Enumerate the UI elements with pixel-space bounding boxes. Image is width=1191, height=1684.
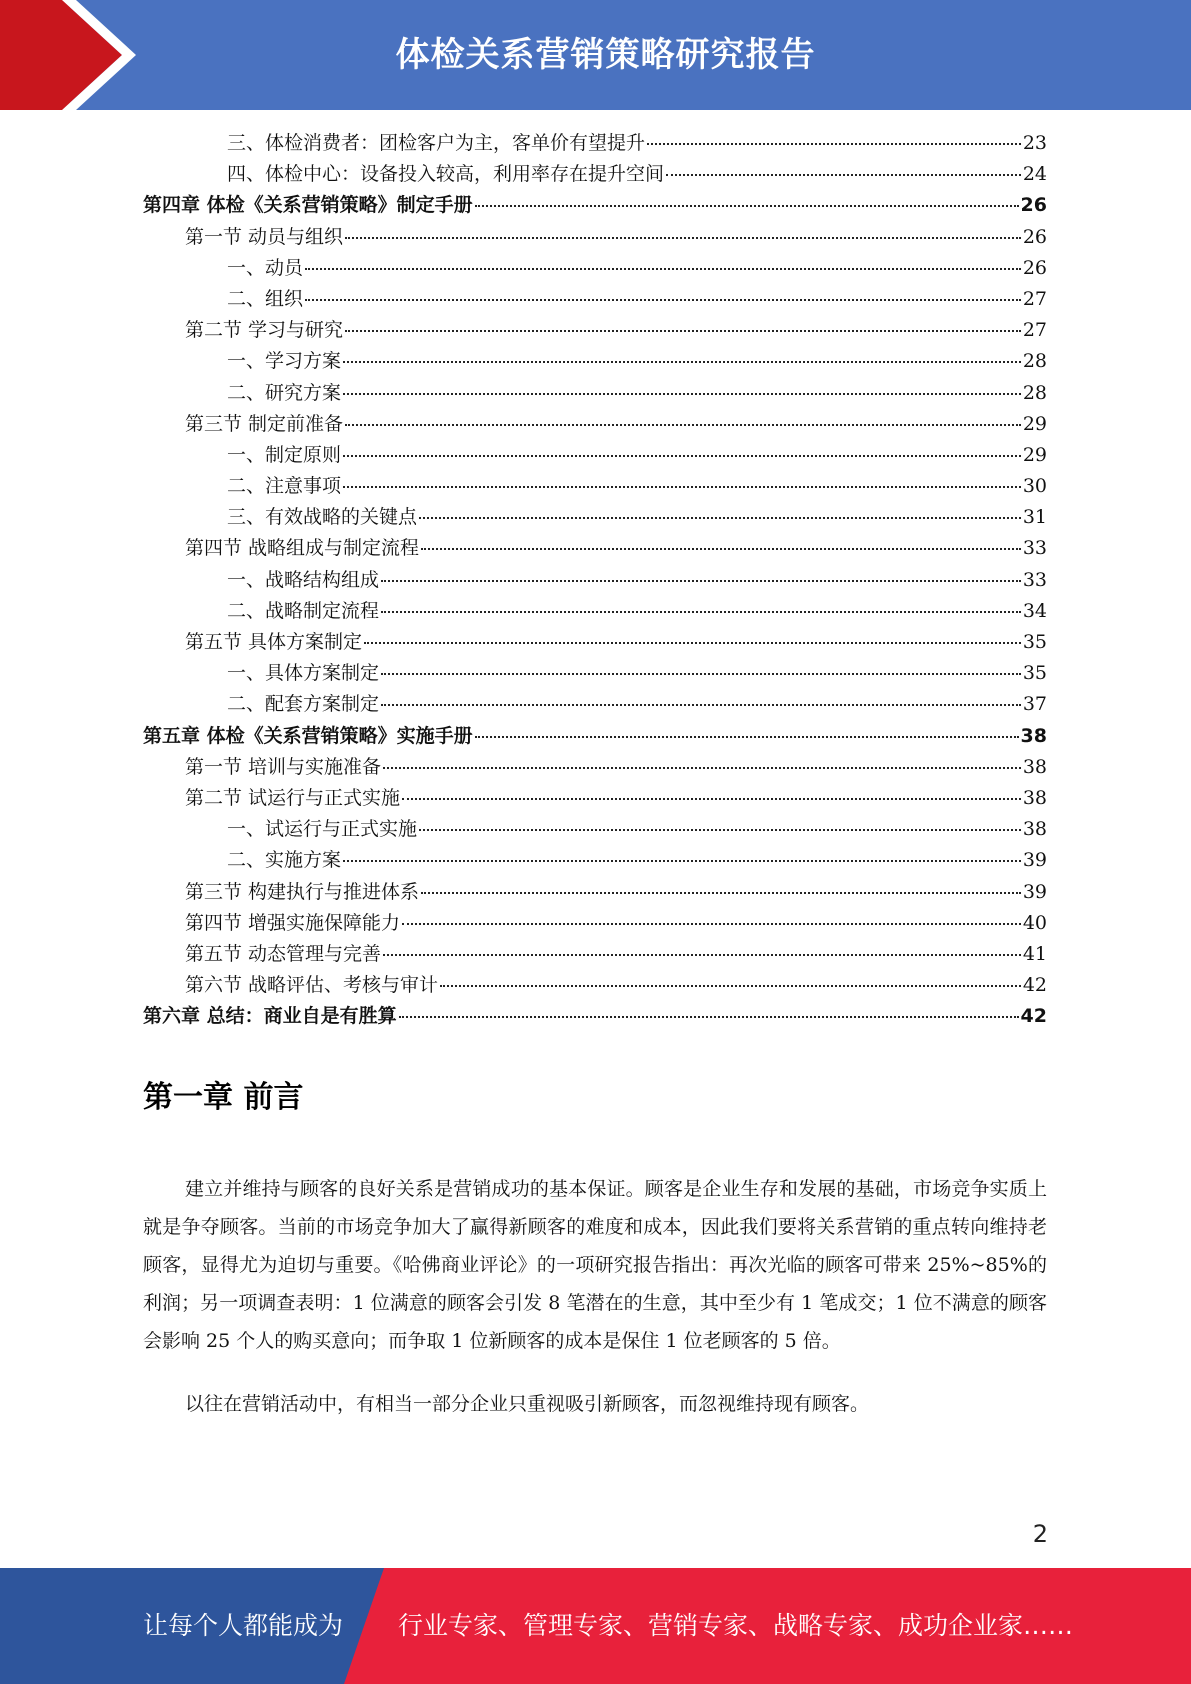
toc-leader-dots (421, 548, 1021, 550)
toc-entry-label: 二、组织 (227, 287, 304, 310)
body-paragraph: 建立并维持与顾客的良好关系是营销成功的基本保证。顾客是企业生存和发展的基础，市场竞争实质上就是争夺顾客。当前的市场竞争加大了赢得新顾客的难度和成本，因此我们要将关系营销的重点转向维持老顾客，显得尤为迫切与重要。《哈佛商业评论》的一项研究报告指出：再次光临的顾客可带来 25%~85%的利润；另一项调查表明：1 位满意的顾客会引发 8 笔潜在的生意，其中至少有 1 笔成交；1 位不满意的顾客会影响 25 个人的购买意向；而争取 1 位新顾客的成本是保住 1 位老顾客的 5 倍。 (143, 1178, 1047, 1352)
toc-entry-label: 二、实施方案 (227, 849, 342, 872)
toc-entry-label: 第一节 动员与组织 (185, 225, 344, 248)
toc-entry-label: 一、战略结构组成 (227, 568, 380, 591)
toc-leader-dots (419, 517, 1021, 519)
toc-entry[interactable] (143, 939, 1047, 970)
toc-entry-page: 26 (1020, 194, 1047, 217)
toc-entry-label: 一、制定原则 (227, 443, 342, 466)
body-paragraph: 以往在营销活动中，有相当一部分企业只重视吸引新顾客，而忽视维持现有顾客。 (185, 1393, 870, 1415)
toc-entry-label: 第五节 动态管理与完善 (185, 942, 382, 965)
toc-entry-page: 31 (1022, 506, 1047, 529)
toc-entry[interactable] (143, 596, 1047, 627)
toc-leader-dots (343, 393, 1021, 395)
toc-entry-page: 27 (1022, 319, 1047, 342)
toc-leader-dots (364, 642, 1021, 644)
toc-leader-dots (383, 767, 1021, 769)
toc-leader-dots (381, 673, 1021, 675)
toc-entry-page: 29 (1022, 412, 1047, 435)
toc-leader-dots (343, 361, 1021, 363)
toc-entry-page: 33 (1022, 568, 1047, 591)
toc-leader-dots (399, 1016, 1019, 1018)
chapter-heading: 第一章 前言 (143, 1080, 304, 1115)
toc-leader-dots (345, 330, 1021, 332)
toc-entry[interactable] (143, 190, 1047, 221)
toc-leader-dots (305, 299, 1021, 301)
toc-entry-page: 35 (1022, 662, 1047, 685)
toc-entry-label: 第六章 总结：商业自是有胜算 (143, 1005, 397, 1028)
toc-entry-label: 第四章 体检《关系营销策略》制定手册 (143, 194, 473, 217)
toc-entry[interactable] (143, 284, 1047, 315)
toc-entry-page: 38 (1022, 786, 1047, 809)
toc-entry[interactable] (143, 845, 1047, 876)
toc-leader-dots (345, 424, 1021, 426)
toc-entry-label: 一、学习方案 (227, 350, 342, 373)
toc-entry[interactable] (143, 471, 1047, 502)
toc-entry-label: 一、具体方案制定 (227, 662, 380, 685)
toc-entry-label: 第五章 体检《关系营销策略》实施手册 (143, 724, 473, 747)
toc-entry[interactable] (143, 783, 1047, 814)
toc-entry-page: 29 (1022, 443, 1047, 466)
toc-entry-label: 第二节 学习与研究 (185, 319, 344, 342)
toc-entry-page: 40 (1022, 911, 1047, 934)
toc-leader-dots (343, 486, 1021, 488)
footer-slogan-right: 行业专家、管理专家、营销专家、战略专家、成功企业家…… (398, 1611, 1074, 1640)
toc-entry-page: 23 (1022, 132, 1047, 154)
toc-entry[interactable] (143, 658, 1047, 689)
toc-entry[interactable] (143, 908, 1047, 939)
toc-entry-page: 26 (1022, 225, 1047, 248)
toc-leader-dots (475, 736, 1019, 738)
toc-entry[interactable] (143, 627, 1047, 658)
toc-entry[interactable] (143, 315, 1047, 346)
toc-leader-dots (402, 798, 1021, 800)
toc-entry-label: 第五节 具体方案制定 (185, 631, 363, 653)
toc-leader-dots (647, 143, 1021, 145)
toc-leader-dots (305, 268, 1021, 270)
toc-entry-page: 41 (1022, 942, 1047, 965)
toc-entry-page: 38 (1022, 818, 1047, 841)
toc-entry-page: 26 (1022, 256, 1047, 279)
toc-entry[interactable] (143, 253, 1047, 284)
toc-entry[interactable] (143, 378, 1047, 409)
toc-entry-label: 三、体检消费者：团检客户为主，客单价有望提升 (227, 132, 646, 154)
toc-entry-page: 28 (1022, 381, 1047, 404)
toc-entry[interactable] (143, 565, 1047, 596)
toc-entry[interactable] (143, 159, 1047, 190)
toc-entry-label: 二、研究方案 (227, 381, 342, 404)
toc-leader-dots (381, 704, 1021, 706)
chapter-body (143, 1170, 1047, 1423)
toc-entry-page: 35 (1022, 631, 1047, 653)
toc-entry[interactable] (143, 533, 1047, 564)
toc-leader-dots (381, 611, 1021, 613)
toc-entry-page: 24 (1022, 163, 1047, 186)
toc-entry[interactable] (143, 689, 1047, 720)
toc-leader-dots (343, 455, 1021, 457)
page-footer (0, 1568, 1191, 1684)
toc-leader-dots (666, 174, 1021, 176)
toc-entry-page: 42 (1020, 1005, 1047, 1028)
toc-entry[interactable] (143, 970, 1047, 1001)
toc-entry[interactable] (143, 814, 1047, 845)
toc-entry-label: 第四节 战略组成与制定流程 (185, 537, 420, 560)
toc-entry-page: 39 (1022, 849, 1047, 872)
toc-entry-label: 第三节 制定前准备 (185, 412, 344, 435)
toc-entry[interactable] (143, 1001, 1047, 1032)
toc-entry-label: 一、动员 (227, 256, 304, 279)
toc-leader-dots (402, 923, 1021, 925)
toc-entry-label: 第四节 增强实施保障能力 (185, 911, 401, 934)
toc-entry-page: 28 (1022, 350, 1047, 373)
toc-entry[interactable] (143, 877, 1047, 908)
toc-entry-label: 第六节 战略评估、考核与审计 (185, 974, 439, 997)
toc-entry-label: 二、配套方案制定 (227, 693, 380, 716)
toc-leader-dots (383, 954, 1021, 956)
toc-entry-page: 38 (1020, 724, 1047, 747)
toc-entry[interactable] (143, 222, 1047, 253)
toc-entry[interactable] (143, 128, 1047, 159)
toc-entry-label: 四、体检中心：设备投入较高，利用率存在提升空间 (227, 163, 665, 186)
toc-entry-page: 38 (1022, 755, 1047, 778)
footer-slogan-left: 让每个人都能成为 (143, 1611, 344, 1640)
toc-entry-page: 34 (1022, 599, 1047, 622)
toc-entry[interactable] (143, 346, 1047, 377)
toc-entry[interactable] (143, 440, 1047, 471)
toc-entry-label: 第三节 构建执行与推进体系 (185, 880, 420, 903)
page-number: 2 (1032, 1520, 1048, 1548)
toc-entry[interactable] (143, 502, 1047, 533)
toc-leader-dots (421, 892, 1021, 894)
toc-leader-dots (419, 829, 1021, 831)
toc-entry-label: 二、战略制定流程 (227, 599, 380, 622)
toc-entry-page: 39 (1022, 880, 1047, 903)
toc-entry[interactable] (143, 409, 1047, 440)
toc-entry-page: 33 (1022, 537, 1047, 560)
toc-entry-label: 第二节 试运行与正式实施 (185, 786, 401, 809)
table-of-contents (143, 128, 1047, 1032)
toc-leader-dots (381, 580, 1021, 582)
toc-leader-dots (475, 205, 1019, 207)
toc-entry-page: 30 (1022, 475, 1047, 498)
toc-entry-page: 27 (1022, 287, 1047, 310)
toc-leader-dots (343, 860, 1021, 862)
toc-entry-label: 一、试运行与正式实施 (227, 818, 418, 841)
toc-entry-page: 42 (1022, 974, 1047, 997)
toc-entry[interactable] (143, 752, 1047, 783)
toc-entry[interactable] (143, 721, 1047, 752)
toc-entry-label: 第一节 培训与实施准备 (185, 755, 382, 778)
page-header (0, 0, 1191, 110)
toc-entry-page: 37 (1022, 693, 1047, 716)
toc-leader-dots (440, 985, 1021, 987)
toc-leader-dots (345, 237, 1021, 239)
report-title: 体检关系营销策略研究报告 (395, 35, 816, 75)
toc-entry-label: 二、注意事项 (227, 475, 342, 498)
toc-entry-label: 三、有效战略的关键点 (227, 506, 418, 529)
